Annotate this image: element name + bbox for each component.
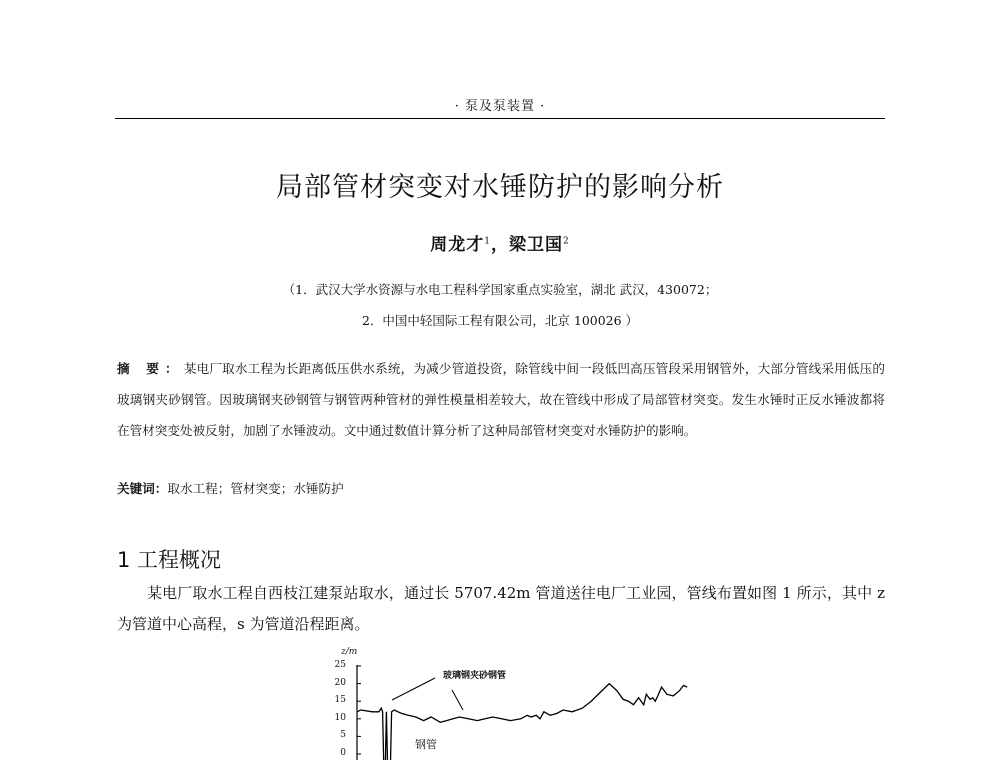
keywords-label: 关键词： bbox=[117, 481, 168, 496]
keywords-text: 取水工程；管材突变；水锤防护 bbox=[167, 481, 344, 496]
author-separator: ， bbox=[491, 235, 509, 255]
grp-pointer-right bbox=[452, 690, 463, 710]
affiliation-line-1: （1．武汉大学水资源与水电工程科学国家重点实验室，湖北 武汉，430072； bbox=[282, 282, 718, 297]
y-tick-label: 25 bbox=[334, 660, 346, 670]
author-affiliation-mark: 2 bbox=[563, 236, 570, 247]
section-heading: 1 工程概况 bbox=[117, 548, 222, 572]
figure-pipeline-profile bbox=[300, 640, 700, 760]
abstract-label: 摘 要： bbox=[117, 361, 184, 376]
affiliation-line-2: 2．中国中轻国际工程有限公司，北京 100026 ） bbox=[361, 313, 639, 328]
abstract bbox=[117, 353, 885, 446]
y-tick-label: 10 bbox=[334, 713, 346, 723]
y-tick-label: 5 bbox=[340, 730, 346, 740]
grp-pointer-left bbox=[392, 678, 435, 700]
section-paragraph: 某电厂取水工程自西枝江建泵站取水，通过长 5707.42m 管道送往电厂工业园，管线布置如图 1 所示，其中 z 为管道中心高程，s 为管道沿程距离。 bbox=[117, 584, 885, 633]
pipeline-elevation-series bbox=[357, 684, 687, 760]
author-line bbox=[0, 230, 1000, 255]
y-axis-label: z/m bbox=[341, 647, 358, 657]
annotation-steel-pipe: 钢管 bbox=[415, 738, 437, 751]
y-tick-label: 15 bbox=[334, 695, 346, 705]
header-rule bbox=[115, 118, 885, 119]
author-name: 梁卫国 bbox=[509, 235, 563, 255]
running-header: · 泵及泵装置 · bbox=[454, 99, 546, 114]
author-name: 周龙才 bbox=[430, 235, 485, 255]
annotation-grp-pipe: 玻璃钢夹砂钢管 bbox=[443, 671, 507, 681]
author-affiliation-mark: 1 bbox=[484, 236, 491, 247]
abstract-text: 某电厂取水工程为长距离低压供水系统，为减少管道投资，除管线中间一段低凹高压管段采用钢管外，大部分管线采用低压的玻璃钢夹砂钢管。因玻璃钢夹砂钢管与钢管两种管材的弹性模量相差较大，故在管线中形成了局部管材突变。发生水锤时正反水锤波都将在管材突变处被反射，加剧了水锤波动。文中通过数值计算分析了这种局部管材突变对水锤防护的影响。 bbox=[117, 361, 886, 438]
paper-title: 局部管材突变对水锤防护的影响分析 bbox=[276, 172, 724, 203]
keywords bbox=[117, 478, 885, 497]
y-tick-label: 20 bbox=[334, 678, 346, 688]
profile-chart bbox=[300, 640, 700, 760]
y-tick-label: 0 bbox=[340, 748, 346, 758]
